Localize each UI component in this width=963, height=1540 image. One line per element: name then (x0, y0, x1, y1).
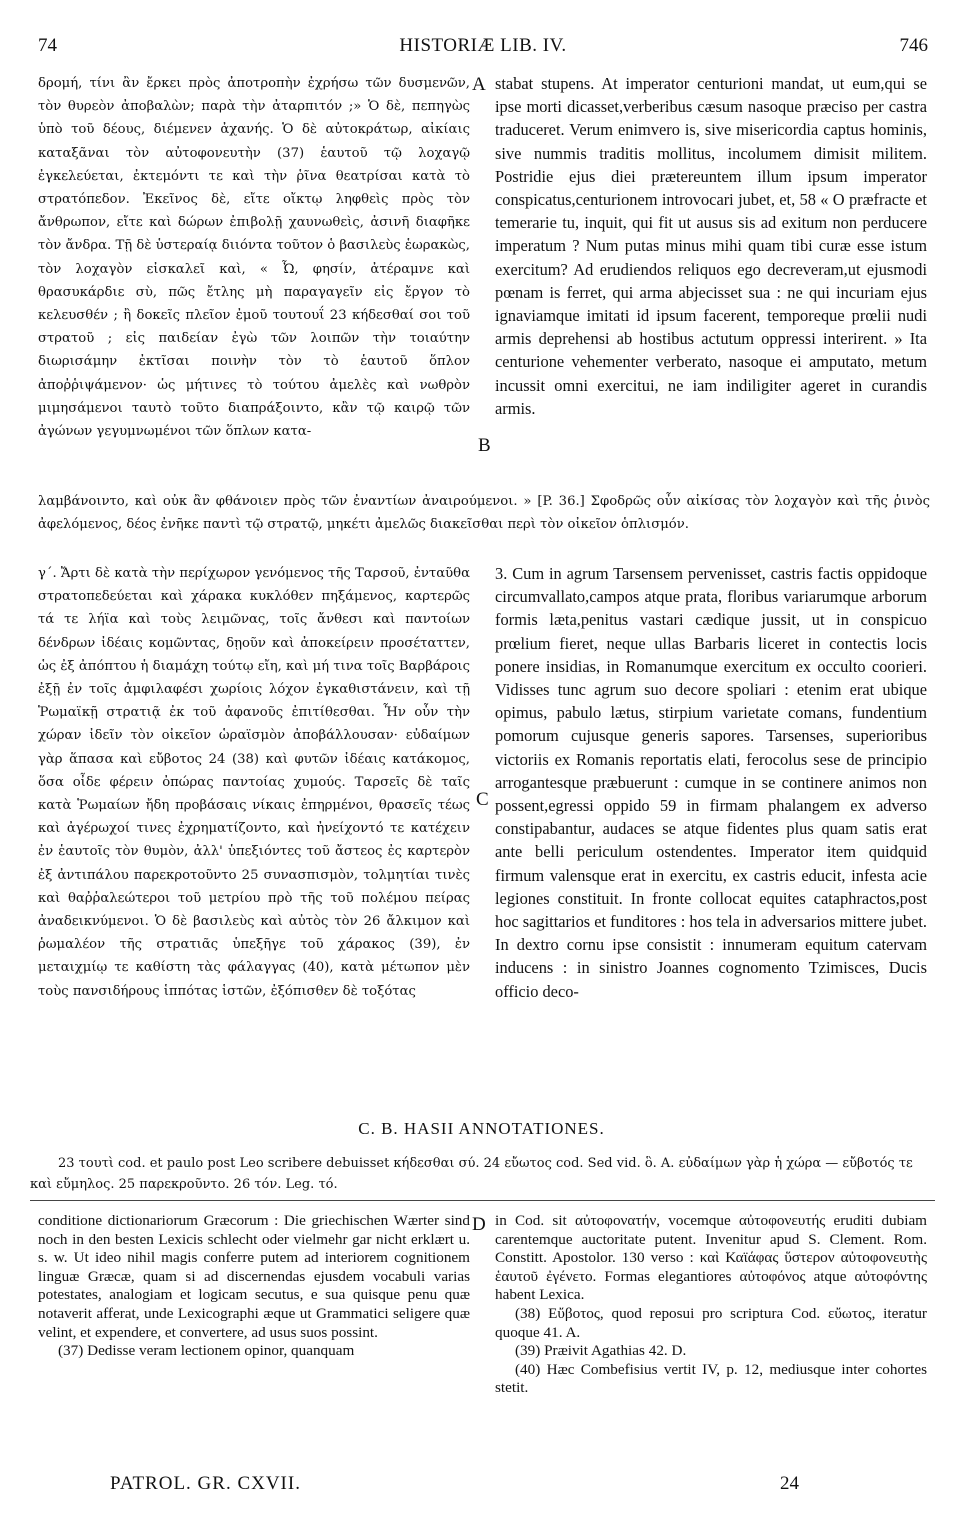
margin-marker-a: A (472, 74, 486, 95)
running-header (38, 35, 928, 65)
page-number-left: 74 (38, 35, 57, 56)
commentary-right (495, 1212, 927, 1462)
greek-text-top: δρομή, τίνι ἂν ἔρκει πρὸς ἀποτροπὴν ἐχρήσω τῶν δυσμενῶν, τὸν θυρεὸν ἀποβαλὼν; παρὰ τὴν ἀταρπιτόν ;» Ὁ δὲ, πεπηγὼς ὑπὸ τοῦ δέους, διέμενεν ἀχανής. Ὁ δὲ αὐτοκράτωρ, αἰκίαις καταξᾶναι τὸν αὐτοφονευτὴν (37) ἑαυτοῦ τῷ λοχαγῷ ἐγκελεύεται, ἐκτεμόντι τε καὶ τὴν ῥῖνα θεατρίσαι κατὰ τὸ στρατόπεδον. Ἐκεῖνος δὲ, εἴτε οἴκτῳ ληφθεὶς πρὸς τὸν ἄνθρωπον, εἴτε καὶ δώρων ἐπιβολῇ χαυνωθεὶς, ἀσινῆ διαφῆκε τὸν ἄνδρα. Τῇ δὲ ὑστεραίᾳ διιόντα τοῦτον ὁ βασιλεὺς ἑωρακὼς, τὸν λοχαγὸν εἰσκαλεῖ καὶ, « Ὦ, φησίν, ἀτέραμνε καὶ θρασυκάρδιε σὺ, πῶς ἔτλης μὴ παραγαγεῖν εἰς ἔργον τὸ κελευσθέν ; ἢ δοκεῖς πλεῖον ἐμοῦ τουτουΐ 23 κήδεσθαί σοι τοῦ στρατοῦ ; εἰς παιδείαν ἐγὼ τῶν λοιπῶν τὴν τοιαύτην διωρισάμην ἐκτῖσαι ποινὴν τὸν τὸ ἑαυτοῦ ὅπλον ἀποῤῥιψάμενον· ὡς μήτινες τὸ τούτου ἀμελὲς καὶ νωθρὸν μιμησάμενοι ταυτὸ τοῦτο διαπράξοιντο, κἂν τῷ καιρῷ τῶν ἀγώνων γεγυμνωμένοι τῶν ὅπλων κατα- (38, 76, 470, 440)
commentary-left (38, 1212, 470, 1462)
annotations-notes: 23 τουτὶ cod. et paulo post Leo scribere debuisset κήδεσθαι σύ. 24 εὔωτος cod. Sed vid. ὃ. Α. εὐδαίμων γὰρ ἡ χώρα — εὔβοτός τε καὶ εὔμηλος. 25 παρεκροῦντο. 26 τόν. Leg. τό. (30, 1156, 913, 1192)
annotations-title: C. B. HASII ANNOTATIONES. (358, 1119, 605, 1138)
commentary-right-para-3: (39) Præivit Agathias 42. D. (515, 1342, 687, 1360)
page-number-right: 746 (899, 35, 928, 56)
running-title: HISTORIÆ LIB. IV. (399, 35, 567, 56)
margin-marker-d: D (472, 1214, 486, 1235)
commentary-left-para-1: conditione dictionariorum Græcorum : Die griechischen Wærter sind noch in den besten Lexicis schlecht oder vielmehr gar nicht erklært u. s. w. Ut ideo nihil magis conferre putem ad interiorem cognitionem linguæ Græcæ, quam si ad discernendas ejusdem vocabuli varias potestates, analogiam et logicam secutus, e sua quisque penu quæ notaverit afferat, unde Lexicographi æque ut Grammatici seligere quæ velint, et expendere, et convertere, ad usus suos possint. (38, 1212, 470, 1341)
latin-text-middle: 3. Cum in agrum Tarsensem pervenisset, castris factis oppidoque circumvallato,campos atque prata, floribus variarumque arborum formis læta,penitus vastari cædique jussit, ut in conspicuo prœlium fieret, neque ullas Barbaris liceret in contectis locis ponere insidias, in Romanumque exercitum ex occulto coorieri. Vidisses tunc agrum suo decore spoliari : etenim erat ubique opimus, pabulo lætus, stirpium varietate comans, fundentium pomorum cujusque generis sapores. Tarsenses, superioribus victoriis ex Romanis reportatis elati, ferocolus sese de principio arrogantesque præbuerunt : cumque in se continere animos non possent,egressi oppido 59 in firmam phalangem ex adverso constipabantur, audaces se atque fidentes plus quam satis erat ante belli periculum ostendentes. Imperator item quidquid firmum valensque erat in exercitu, ex castris educit, infesta acie legiones constituit. In fronte collocat equites cataphractos,post hoc sagittarios et funditores : hos tela in adversarios mittere jubet. In dextro cornu ipse consistit : innumeram equitum catervam inducens : in sinistro Joannes cognomento Tzimisces, Ducis officio deco- (495, 564, 927, 1001)
footer-signature: 24 (780, 1473, 799, 1494)
margin-marker-c: C (476, 789, 489, 810)
commentary-right-para-4: (40) Hæc Combefisius vertit IV, p. 12, mediusque inter cohortes stetit. (495, 1360, 927, 1397)
separator-rule (30, 1200, 935, 1201)
footer-volume: PATROL. GR. CXVII. (110, 1473, 301, 1494)
latin-text-top: stabat stupens. At imperator centurioni mandat, ut eum,qui se ipse morti dicasset,verberibus cæsum nasoque præciso per castra traduceret. Verum enimvero is, sive misericordia captus hominis, sive nummis traditis mollitus, incolumem dimisit militem. Postridie ejus diei prætereuntem illum ipsum imperator conspicatus,centurionem introvocari jubet, et, 58 « O præfracte et temerarie tu, inquit, qui fit ut ausus sis ad exitum non perducere imperatum ? Num putas minus mihi quam tibi curæ esse istum exercitum? Ad erudiendos reliquos ego decreveram,ut ejusmodi pœnam is ferret, qui arma abjecisset sua : ne qui incuriam ejus ignaviamque imitati id ipsum facerent, temporeque prœlii nudi armis deprehensi ab hostibus actutum oppressi interirent. » Ita centurione vehementer verberato, nasoque ei amputato, metum incussit omni exercitui, ne iam indiligiter ageret in curandis armis. (495, 74, 927, 418)
page-footer (0, 1473, 963, 1501)
commentary-right-para-2: (38) Εὔβοτος, quod reposui pro scriptura Cod. εὔωτος, iteratur quoque 41. A. (495, 1304, 927, 1341)
commentary-left-para-2: (37) Dedisse veram lectionem opinor, quanquam (58, 1342, 355, 1360)
commentary-right-para-1: in Cod. sit αὐτοφονατήν, vocemque αὐτοφονευτής eruditi dubiam carentemque auctoritate putent. Invenitur apud S. Clement. Rom. Constitt. Apostolor. 130 verso : καὶ Καϊάφας ὕστερον αὐτοφονευτὴς ἑαυτοῦ ἐγένετο. Formas elegantiores αὐτοφόνος atque αὐτοφόντης habent Lexica. (495, 1212, 927, 1304)
margin-marker-b: B (478, 435, 491, 456)
greek-text-middle: γ΄. Ἄρτι δὲ κατὰ τὴν περίχωρον γενόμενος τῆς Ταρσοῦ, ἐνταῦθα στρατοπεδεύεται καὶ χάρακα κυκλόθεν πηξάμενος, καρτερῶς τά τε λήϊα καὶ τοὺς λειμῶνας, τοῖς ἄνθεσι καὶ παντοίων δένδρων ἰδέαις κομῶντας, δῃοῦν καὶ ἀποκείρειν προσέταττεν, ὡς ἐξ ἀπόπτου ἡ διαμάχη τούτῳ εἴη, καὶ μή τινα τοῖς Βαρβάροις ἐξῇ ἐν τοῖς ἀμφιλαφέσι χωρίοις λόχον ἐγκαθιστάνειν, καὶ τῇ Ῥωμαϊκῇ στρατιᾷ ἐκ τοῦ ἀφανοῦς ἐπιτίθεσθαι. Ἦν οὖν τὴν χώραν ἰδεῖν τὸν οἰκεῖον ὡραϊσμὸν ἀποβάλλουσαν· εὐδαίμων γὰρ ἅπασα καὶ εὔβοτος 24 (38) καὶ φυτῶν ἰδέαις κατάκομος, ὅσα οἶδε φέρειν ὀπώρας παντοίας χυμούς. Ταρσεῖς δὲ ταῖς κατὰ Ῥωμαίων ἤδη προβάσαις νίκαις ἐπηρμένοι, θρασεῖς τέως καὶ ἀγέρωχοί τινες ἐχρηματίζοντο, καὶ ἠνείχοντό τε κατέχειν ἐν ἑαυτοῖς τὸν θυμὸν, ἀλλ' ὑπεξιόντες τοῦ ἄστεος ἐς καρτερὸν ἐξ ἀντιπάλου παρεκροτοῦντο 25 συνασπισμὸν, τολμητίαι τινὲς καὶ θαῤῥαλεώτεροι τοῦ μετρίου πρὸ τῆς τοῦ πολέμου πείρας ἀναδεικνύμενοι. Ὁ δὲ βασιλεὺς καὶ αὐτὸς τὸν 26 ἄλκιμον καὶ ῥωμαλέον τῆς στρατιᾶς ὑπεξῆγε τοῦ χάρακος (39), ἐν μεταιχμίῳ τε καθίστη τὰς φάλαγγας (40), κατὰ μέτωπον μὲν τοὺς πανσιδήρους ἱππότας ἱστῶν, ἐξόπισθεν δὲ τοξότας (38, 566, 470, 999)
greek-text-full-width: λαμβάνοιντο, καὶ οὐκ ἂν φθάνοιεν πρὸς τῶν ἐναντίων ἀναιρούμενοι. » [P. 36.] Σφοδρῶς οὖν αἰκίσας τὸν λοχαγὸν καὶ τῆς ῥινὸς ἀφελόμενος, δέος ἐνῆκε παντὶ τῷ στρατῷ, μηκέτι ἀμελῶς διακεῖσθαι περὶ τὸν οἰκεῖον ὁπλισμόν. (38, 494, 930, 533)
